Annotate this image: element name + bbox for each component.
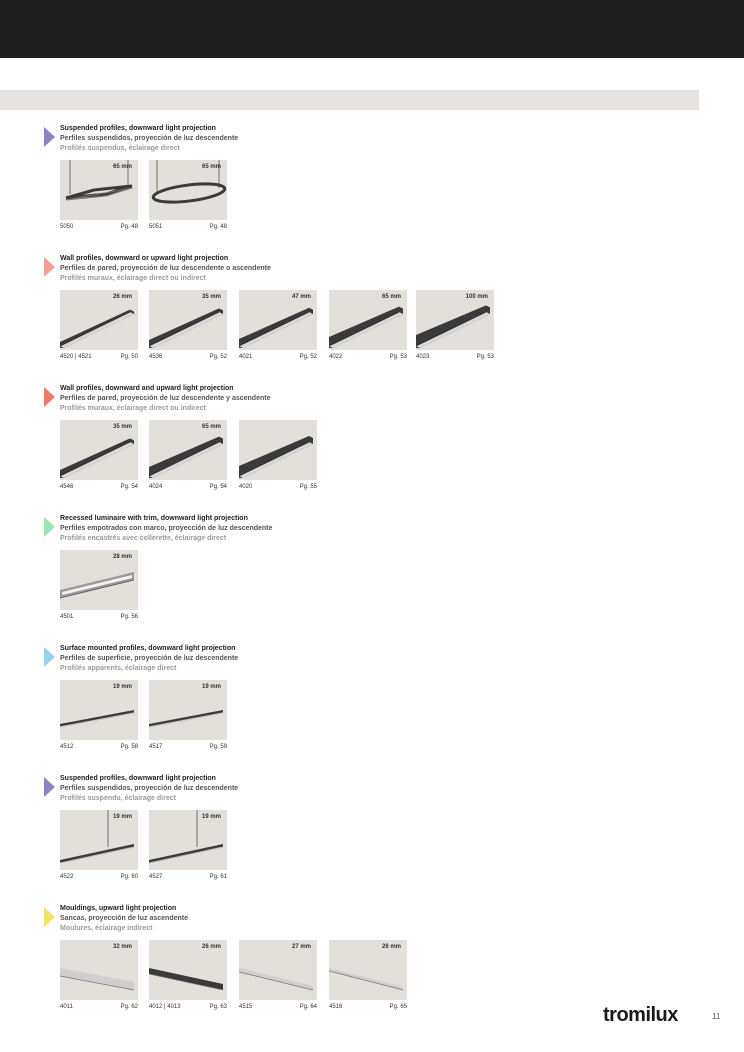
product-dimension: 65 mm [201, 164, 221, 170]
product-image[interactable] [149, 160, 227, 220]
product-caption [60, 874, 138, 884]
section-title-es: Perfiles empotrados con marco, proyección de luz descendente [60, 525, 273, 532]
product-page-ref[interactable]: Pg. 48 [120, 224, 138, 230]
product-page-ref[interactable]: Pg. 53 [389, 354, 407, 360]
section-band [0, 90, 699, 110]
product-dimension: 26 mm [112, 294, 132, 300]
product-caption [60, 224, 138, 234]
product-image[interactable] [149, 290, 227, 350]
product-page-ref[interactable]: Pg. 55 [299, 484, 317, 490]
product-image[interactable] [60, 810, 138, 870]
product-page-ref[interactable]: Pg. 54 [120, 484, 138, 490]
product-section [44, 257, 704, 377]
product-image[interactable] [329, 290, 407, 350]
product-code: 4522 [60, 874, 74, 880]
product-dimension: 27 mm [291, 944, 311, 950]
product-card[interactable] [60, 550, 138, 624]
product-image[interactable] [149, 940, 227, 1000]
section-title-fr: Profilés muraux, éclairage direct ou indirect [60, 275, 206, 282]
product-caption [239, 1004, 317, 1014]
product-image[interactable] [60, 290, 138, 350]
product-image[interactable] [149, 680, 227, 740]
product-code: 5050 [60, 224, 74, 230]
product-caption [60, 1004, 138, 1014]
product-caption [239, 354, 317, 364]
product-code: 4512 [60, 744, 74, 750]
section-titles [60, 384, 270, 414]
product-image[interactable] [149, 420, 227, 480]
product-card[interactable] [239, 420, 317, 494]
section-title-en: Recessed luminaire with trim, downward light projection [60, 515, 248, 522]
product-dimension: 47 mm [291, 294, 311, 300]
product-card[interactable] [239, 940, 317, 1014]
product-card[interactable] [149, 940, 227, 1014]
product-dimension: 26 mm [201, 944, 221, 950]
section-title-en: Wall profiles, downward and upward light projection [60, 385, 234, 392]
product-card[interactable] [60, 680, 138, 754]
product-caption [60, 744, 138, 754]
section-marker-icon [44, 517, 55, 537]
product-card[interactable] [149, 810, 227, 884]
product-card[interactable] [60, 160, 138, 234]
product-code: 4501 [60, 614, 74, 620]
product-image[interactable] [60, 940, 138, 1000]
product-dimension: 19 mm [201, 684, 221, 690]
section-title-es: Perfiles de superficie, proyección de luz descendente [60, 655, 239, 662]
product-dimension: 65 mm [201, 424, 221, 430]
product-card[interactable] [60, 420, 138, 494]
section-titles [60, 774, 238, 804]
product-card[interactable] [149, 160, 227, 234]
product-page-ref[interactable]: Pg. 48 [209, 224, 227, 230]
product-caption [149, 744, 227, 754]
product-card[interactable] [60, 290, 138, 364]
product-card[interactable] [329, 940, 407, 1014]
product-caption [60, 354, 138, 364]
product-caption [60, 484, 138, 494]
product-caption [149, 874, 227, 884]
product-page-ref[interactable]: Pg. 64 [299, 1004, 317, 1010]
product-page-ref[interactable]: Pg. 63 [209, 1004, 227, 1010]
product-card[interactable] [60, 810, 138, 884]
wall-profile-icon [239, 420, 317, 480]
product-code: 4520 | 4521 [60, 354, 92, 360]
section-title-es: Perfiles de pared, proyección de luz descendente y ascendente [60, 395, 271, 402]
section-title-es: Perfiles suspendidos, proyección de luz descendente [60, 135, 239, 142]
product-page-ref[interactable]: Pg. 52 [299, 354, 317, 360]
product-code: 4515 [239, 1004, 253, 1010]
product-code: 4527 [149, 874, 163, 880]
product-code: 4020 [239, 484, 253, 490]
product-code: 4024 [149, 484, 163, 490]
product-section [44, 387, 704, 507]
product-card[interactable] [416, 290, 494, 364]
product-caption [416, 354, 494, 364]
section-marker-icon [44, 647, 55, 667]
product-dimension: 65 mm [381, 294, 401, 300]
product-card[interactable] [149, 290, 227, 364]
section-marker-icon [44, 907, 55, 927]
product-image[interactable] [60, 550, 138, 610]
product-caption [329, 1004, 407, 1014]
product-caption [239, 484, 317, 494]
section-title-es: Perfiles suspendidos, proyección de luz descendente [60, 785, 239, 792]
section-titles [60, 254, 271, 284]
section-title-es: Perfiles de pared, proyección de luz descendente o ascendente [60, 265, 271, 272]
product-dimension: 19 mm [112, 684, 132, 690]
page-number: 11 [712, 1012, 721, 1021]
product-code: 4021 [239, 354, 253, 360]
section-title-fr: Profilés apparents, éclairage direct [60, 665, 177, 672]
product-image[interactable] [239, 420, 317, 480]
product-code: 4023 [416, 354, 430, 360]
section-title-en: Mouldings, upward light projection [60, 905, 177, 912]
product-code: 4516 [329, 1004, 343, 1010]
section-title-en: Suspended profiles, downward light projection [60, 125, 216, 132]
product-card[interactable] [149, 420, 227, 494]
header-bar [0, 0, 744, 58]
product-code: 4022 [329, 354, 343, 360]
product-image[interactable] [149, 810, 227, 870]
product-page-ref[interactable]: Pg. 53 [476, 354, 494, 360]
product-card[interactable] [239, 290, 317, 364]
section-marker-icon [44, 387, 55, 407]
product-page-ref[interactable]: Pg. 65 [389, 1004, 407, 1010]
product-code: 4546 [60, 484, 74, 490]
product-caption [329, 354, 407, 364]
product-dimension: 28 mm [112, 554, 132, 560]
product-page-ref[interactable]: Pg. 61 [209, 874, 227, 880]
product-caption [149, 354, 227, 364]
product-section [44, 777, 704, 897]
product-dimension: 19 mm [201, 814, 221, 820]
product-code: 4517 [149, 744, 163, 750]
product-page-ref[interactable]: Pg. 50 [120, 354, 138, 360]
section-title-fr: Profilés encastrés avec collerette, éclairage direct [60, 535, 227, 542]
section-marker-icon [44, 257, 55, 277]
section-titles [60, 904, 188, 934]
product-dimension: 26 mm [381, 944, 401, 950]
section-marker-icon [44, 777, 55, 797]
product-code: 4536 [149, 354, 163, 360]
section-titles [60, 514, 272, 544]
product-dimension: 32 mm [112, 944, 132, 950]
product-dimension: 35 mm [112, 424, 132, 430]
product-caption [149, 484, 227, 494]
product-section [44, 127, 704, 247]
product-image[interactable] [416, 290, 494, 350]
product-page-ref[interactable]: Pg. 56 [120, 614, 138, 620]
product-card[interactable] [329, 290, 407, 364]
section-title-fr: Moulures, éclairage indirect [60, 925, 153, 932]
section-marker-icon [44, 127, 55, 147]
product-page-ref[interactable]: Pg. 62 [120, 1004, 138, 1010]
product-dimension: 35 mm [201, 294, 221, 300]
product-code: 5051 [149, 224, 163, 230]
section-title-en: Surface mounted profiles, downward light projection [60, 645, 236, 652]
product-image[interactable] [60, 160, 138, 220]
section-title-fr: Profilés muraux, éclairage direct ou indirect [60, 405, 206, 412]
product-image[interactable] [60, 420, 138, 480]
product-dimension: 19 mm [112, 814, 132, 820]
product-page-ref[interactable]: Pg. 60 [120, 874, 138, 880]
section-title-es: Sancas, proyección de luz ascendente [60, 915, 188, 922]
brand-logo: tromilux [603, 1004, 678, 1026]
section-title-fr: Profilés suspendus, éclairage direct [60, 145, 180, 152]
section-title-en: Suspended profiles, downward light projection [60, 775, 216, 782]
product-dimension: 65 mm [112, 164, 132, 170]
product-code: 4011 [60, 1004, 73, 1010]
product-page-ref[interactable]: Pg. 58 [120, 744, 138, 750]
product-image[interactable] [239, 940, 317, 1000]
product-code: 4012 | 4013 [149, 1004, 181, 1010]
product-caption [60, 614, 138, 624]
product-section [44, 517, 704, 637]
section-titles [60, 644, 238, 674]
product-caption [149, 224, 227, 234]
product-page-ref[interactable]: Pg. 54 [209, 484, 227, 490]
product-card[interactable] [60, 940, 138, 1014]
product-page-ref[interactable]: Pg. 59 [209, 744, 227, 750]
product-image[interactable] [60, 680, 138, 740]
section-title-en: Wall profiles, downward or upward light projection [60, 255, 229, 262]
product-caption [149, 1004, 227, 1014]
section-title-fr: Profilés suspendu, éclairage direct [60, 795, 176, 802]
product-section [44, 647, 704, 767]
product-card[interactable] [149, 680, 227, 754]
product-image[interactable] [329, 940, 407, 1000]
product-image[interactable] [239, 290, 317, 350]
section-titles [60, 124, 238, 154]
product-page-ref[interactable]: Pg. 52 [209, 354, 227, 360]
product-dimension: 100 mm [465, 294, 488, 300]
